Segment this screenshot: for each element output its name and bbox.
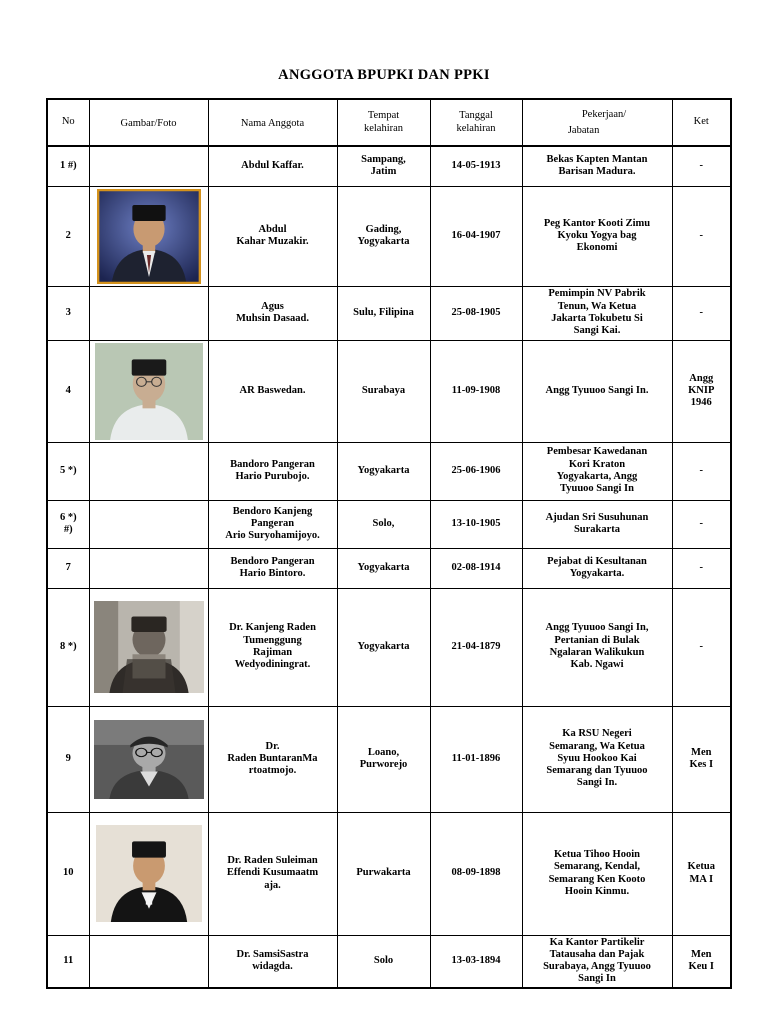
birthdate: 02-08-1914	[430, 548, 522, 588]
member-name	[208, 706, 337, 812]
member-name	[208, 146, 337, 186]
occupation-line: Yogyakarta.	[569, 568, 625, 579]
birthdate: 13-03-1894	[430, 935, 522, 988]
member-name-line: Pangeran	[250, 517, 295, 529]
birthdate: 16-04-1907	[430, 186, 522, 286]
row-number-line: 11	[63, 954, 74, 966]
row-number-line: 9	[65, 752, 71, 764]
remarks	[672, 442, 731, 500]
member-name-line: Hario Bintoro.	[239, 568, 306, 579]
row-number-line: 5 *)	[59, 464, 77, 476]
occupation-line: Jakarta Tokubetu Si	[551, 313, 643, 324]
birthplace	[337, 286, 430, 340]
remarks-line: -	[699, 464, 703, 476]
birthplace	[337, 186, 430, 286]
portrait-peci-judge-robe-photo	[96, 825, 202, 922]
row-number-line: 8 *)	[59, 640, 77, 652]
occupation-line: Sangi In.	[576, 777, 618, 789]
row-number	[47, 442, 89, 500]
occupation	[522, 548, 672, 588]
table-row	[47, 706, 731, 812]
table-row	[47, 548, 731, 588]
row-number	[47, 935, 89, 988]
remarks	[672, 340, 731, 442]
row-number-line: #)	[63, 524, 73, 535]
table-row	[47, 186, 731, 286]
page-title: ANGGOTA BPUPKI DAN PPKI	[278, 67, 490, 83]
header-birthplace	[337, 99, 430, 146]
remarks	[672, 588, 731, 706]
birthplace-line: Yogyakarta	[357, 464, 410, 476]
photo-cell	[89, 935, 208, 988]
portrait-bw-glasses-photo	[94, 720, 204, 799]
birthplace-line: Jatim	[370, 166, 397, 178]
birthplace	[337, 935, 430, 988]
header-occupation	[522, 99, 672, 146]
member-name-line: Dr. Kanjeng Raden	[229, 622, 316, 634]
remarks	[672, 286, 731, 340]
member-name-line: Agus	[261, 300, 284, 312]
member-name-line: Ario Suryohamijoyo.	[225, 530, 320, 542]
member-name-line: Abdul	[258, 223, 287, 235]
row-number-line: 3	[65, 306, 71, 318]
photo-cell	[89, 500, 208, 548]
row-number	[47, 706, 89, 812]
remarks-line: Angg	[689, 372, 714, 384]
row-number	[47, 146, 89, 186]
birthdate: 11-09-1908	[430, 340, 522, 442]
birthplace-line: Purworejo	[359, 759, 408, 770]
birthplace-line: Solo,	[372, 517, 395, 529]
member-name-line: Bandoro Pangeran	[230, 458, 315, 470]
remarks	[672, 186, 731, 286]
member-name-line: Muhsin Dasaad.	[236, 313, 309, 324]
occupation-line: Yogyakarta, Angg	[556, 471, 638, 482]
occupation-line: Semarang, Kendal,	[553, 861, 641, 873]
photo-cell	[89, 588, 208, 706]
occupation-line: Ekonomi	[576, 242, 618, 254]
member-name	[208, 286, 337, 340]
occupation-line: Hooin Kinmu.	[564, 885, 630, 897]
occupation	[522, 146, 672, 186]
table-row	[47, 500, 731, 548]
occupation-line: Ka Kantor Partikelir	[549, 936, 645, 948]
member-name-line: AR Baswedan.	[239, 384, 306, 396]
remarks-line: MA I	[689, 873, 714, 885]
row-number-line: 6 *)	[59, 511, 77, 523]
member-name-line: aja.	[264, 879, 281, 891]
remarks-line: -	[699, 561, 703, 573]
member-name	[208, 548, 337, 588]
member-name	[208, 500, 337, 548]
member-name	[208, 588, 337, 706]
row-number	[47, 588, 89, 706]
remarks-line: 1946	[690, 397, 712, 409]
member-name-line: Wedyodiningrat.	[234, 659, 311, 671]
table-header-row	[47, 99, 731, 146]
photo-cell	[89, 286, 208, 340]
occupation-line: Surakarta	[573, 524, 621, 535]
portrait-peci-glasses-photo	[95, 343, 203, 440]
occupation-line: Pemimpin NV Pabrik	[548, 288, 646, 300]
header-birthplace-line: kelahiran	[363, 122, 404, 134]
member-name	[208, 442, 337, 500]
table-row	[47, 146, 731, 186]
row-number	[47, 548, 89, 588]
portrait-traditional-seated-photo	[94, 601, 204, 693]
birthdate: 25-06-1906	[430, 442, 522, 500]
birthplace-line: Yogyakarta	[357, 236, 410, 247]
header-photo: Gambar/Foto	[89, 99, 208, 146]
remarks-line: KNIP	[688, 384, 715, 396]
photo-cell	[89, 706, 208, 812]
birthdate: 21-04-1879	[430, 588, 522, 706]
occupation	[522, 186, 672, 286]
portrait-peci-blue-background-photo	[97, 189, 201, 284]
remarks-line: Kes I	[689, 759, 714, 770]
remarks	[672, 548, 731, 588]
member-name	[208, 340, 337, 442]
member-name-line: Abdul Kaffar.	[241, 160, 304, 172]
table-row	[47, 442, 731, 500]
birthplace	[337, 500, 430, 548]
birthplace	[337, 548, 430, 588]
member-name-line: widagda.	[252, 961, 293, 973]
table-row	[47, 340, 731, 442]
occupation	[522, 706, 672, 812]
occupation-line: Pertanian di Bulak	[554, 634, 640, 646]
photo-cell	[89, 146, 208, 186]
birthplace-line: Sampang,	[361, 153, 406, 165]
member-name	[208, 812, 337, 935]
members-table	[46, 98, 732, 989]
occupation-line: Pembesar Kawedanan	[546, 446, 648, 458]
occupation	[522, 588, 672, 706]
birthdate: 13-10-1905	[430, 500, 522, 548]
row-number	[47, 286, 89, 340]
occupation-line: Ngalaran Walikukun	[549, 647, 645, 658]
remarks-line: -	[699, 306, 703, 318]
birthdate: 25-08-1905	[430, 286, 522, 340]
occupation-line: Ajudan Sri Susuhunan	[545, 511, 649, 523]
birthplace-line: Gading,	[365, 223, 402, 235]
birthplace-line: Loano,	[367, 746, 400, 758]
birthplace-line: Sulu, Filipina	[353, 306, 414, 318]
remarks-line: -	[699, 229, 703, 241]
member-name-line: Bendoro Kanjeng	[232, 505, 313, 517]
row-number-line: 4	[65, 384, 71, 396]
remarks	[672, 146, 731, 186]
row-number	[47, 812, 89, 935]
table-row	[47, 935, 731, 988]
occupation-line: Sangi In	[578, 973, 616, 985]
occupation-line: Kori Kraton	[568, 458, 626, 470]
remarks-line: -	[699, 160, 703, 172]
remarks-line: Ketua	[687, 861, 715, 873]
birthplace	[337, 706, 430, 812]
birthdate: 14-05-1913	[430, 146, 522, 186]
occupation-line: Angg Tyuuoo Sangi In,	[545, 622, 649, 634]
header-birthplace-line: Tempat	[367, 110, 400, 122]
remarks	[672, 812, 731, 935]
row-number-line: 1 #)	[59, 160, 77, 172]
remarks-line: -	[699, 640, 703, 652]
birthplace-line: Yogyakarta	[357, 561, 410, 573]
header-occupation-line: Jabatan	[567, 124, 600, 136]
member-name-line: Tumenggung	[243, 634, 302, 646]
header-no: No	[47, 99, 89, 146]
member-name-line: Kahar Muzakir.	[236, 236, 309, 247]
birthplace	[337, 442, 430, 500]
row-number	[47, 500, 89, 548]
photo-cell	[89, 548, 208, 588]
birthplace	[337, 812, 430, 935]
photo-cell	[89, 186, 208, 286]
member-name-line: Dr. Raden Suleiman	[227, 855, 318, 867]
member-name-line: Effendi Kusumaatm	[226, 867, 319, 879]
photo-cell	[89, 812, 208, 935]
occupation-line: Bekas Kapten Mantan	[546, 153, 648, 165]
header-name: Nama Anggota	[208, 99, 337, 146]
occupation-line: Pejabat di Kesultanan	[547, 555, 647, 567]
occupation-line: Kab. Ngawi	[570, 659, 624, 671]
member-name-line: rtoatmojo.	[248, 765, 297, 777]
occupation-line: Surabaya, Angg Tyuuoo	[543, 961, 651, 973]
row-number-line: 2	[65, 229, 71, 241]
member-name	[208, 186, 337, 286]
remarks	[672, 706, 731, 812]
table-row	[47, 812, 731, 935]
occupation-line: Barisan Madura.	[558, 166, 636, 178]
occupation-line: Tatausaha dan Pajak	[549, 948, 645, 960]
remarks	[672, 935, 731, 988]
birthplace	[337, 588, 430, 706]
table-row	[47, 286, 731, 340]
member-name-line: Hario Purubojo.	[235, 471, 310, 482]
remarks	[672, 500, 731, 548]
occupation-line: Semarang dan Tyuuoo	[546, 765, 648, 777]
occupation-line: Tyuuoo Sangi In	[560, 483, 634, 495]
photo-cell	[89, 340, 208, 442]
occupation-line: Semarang, Wa Ketua	[549, 740, 645, 752]
member-name-line: Dr. SamsiSastra	[236, 948, 309, 960]
member-name-line: Rajiman	[252, 647, 293, 658]
header-birthdate-line: Tanggal	[459, 110, 493, 122]
occupation	[522, 340, 672, 442]
photo-cell	[89, 442, 208, 500]
header-occupation-line: Pekerjaan/	[581, 109, 627, 121]
birthplace-line: Yogyakarta	[357, 640, 410, 652]
header-occupation-label	[568, 107, 626, 137]
header-remarks: Ket	[672, 99, 731, 146]
birthplace	[337, 146, 430, 186]
row-number-line: 10	[63, 867, 74, 879]
birthplace-line: Surabaya	[361, 384, 406, 396]
member-name-line: Raden BuntaranMa	[227, 752, 318, 764]
member-name-line: Bendoro Pangeran	[230, 555, 315, 567]
header-birthdate-line: kelahiran	[456, 122, 496, 134]
remarks-line: -	[699, 517, 703, 529]
row-number	[47, 340, 89, 442]
occupation-line: Kyoku Yogya bag	[557, 229, 637, 241]
occupation-line: Angg Tyuuoo Sangi In.	[545, 384, 649, 396]
birthplace-line: Purwakarta	[356, 867, 411, 879]
occupation	[522, 500, 672, 548]
birthdate: 08-09-1898	[430, 812, 522, 935]
member-name	[208, 935, 337, 988]
occupation	[522, 812, 672, 935]
occupation	[522, 935, 672, 988]
occupation	[522, 442, 672, 500]
occupation	[522, 286, 672, 340]
row-number-line: 7	[65, 561, 71, 573]
birthdate: 11-01-1896	[430, 706, 522, 812]
birthplace	[337, 340, 430, 442]
occupation-line: Tenun, Wa Ketua	[557, 300, 637, 312]
member-name-line: Dr.	[265, 740, 280, 752]
occupation-line: Peg Kantor Kooti Zimu	[543, 217, 651, 229]
remarks-line: Men	[691, 948, 712, 960]
occupation-line: Syuu Hookoo Kai	[557, 752, 637, 764]
row-number	[47, 186, 89, 286]
header-birthdate	[430, 99, 522, 146]
remarks-line: Keu I	[688, 961, 714, 973]
occupation-line: Sangi Kai.	[573, 325, 621, 337]
birthplace-line: Solo	[373, 954, 394, 966]
remarks-line: Men	[691, 746, 712, 758]
occupation-line: Ketua Tihoo Hooin	[554, 848, 640, 860]
occupation-line: Semarang Ken Kooto	[548, 873, 646, 885]
table-row	[47, 588, 731, 706]
occupation-line: Ka RSU Negeri	[562, 728, 632, 740]
